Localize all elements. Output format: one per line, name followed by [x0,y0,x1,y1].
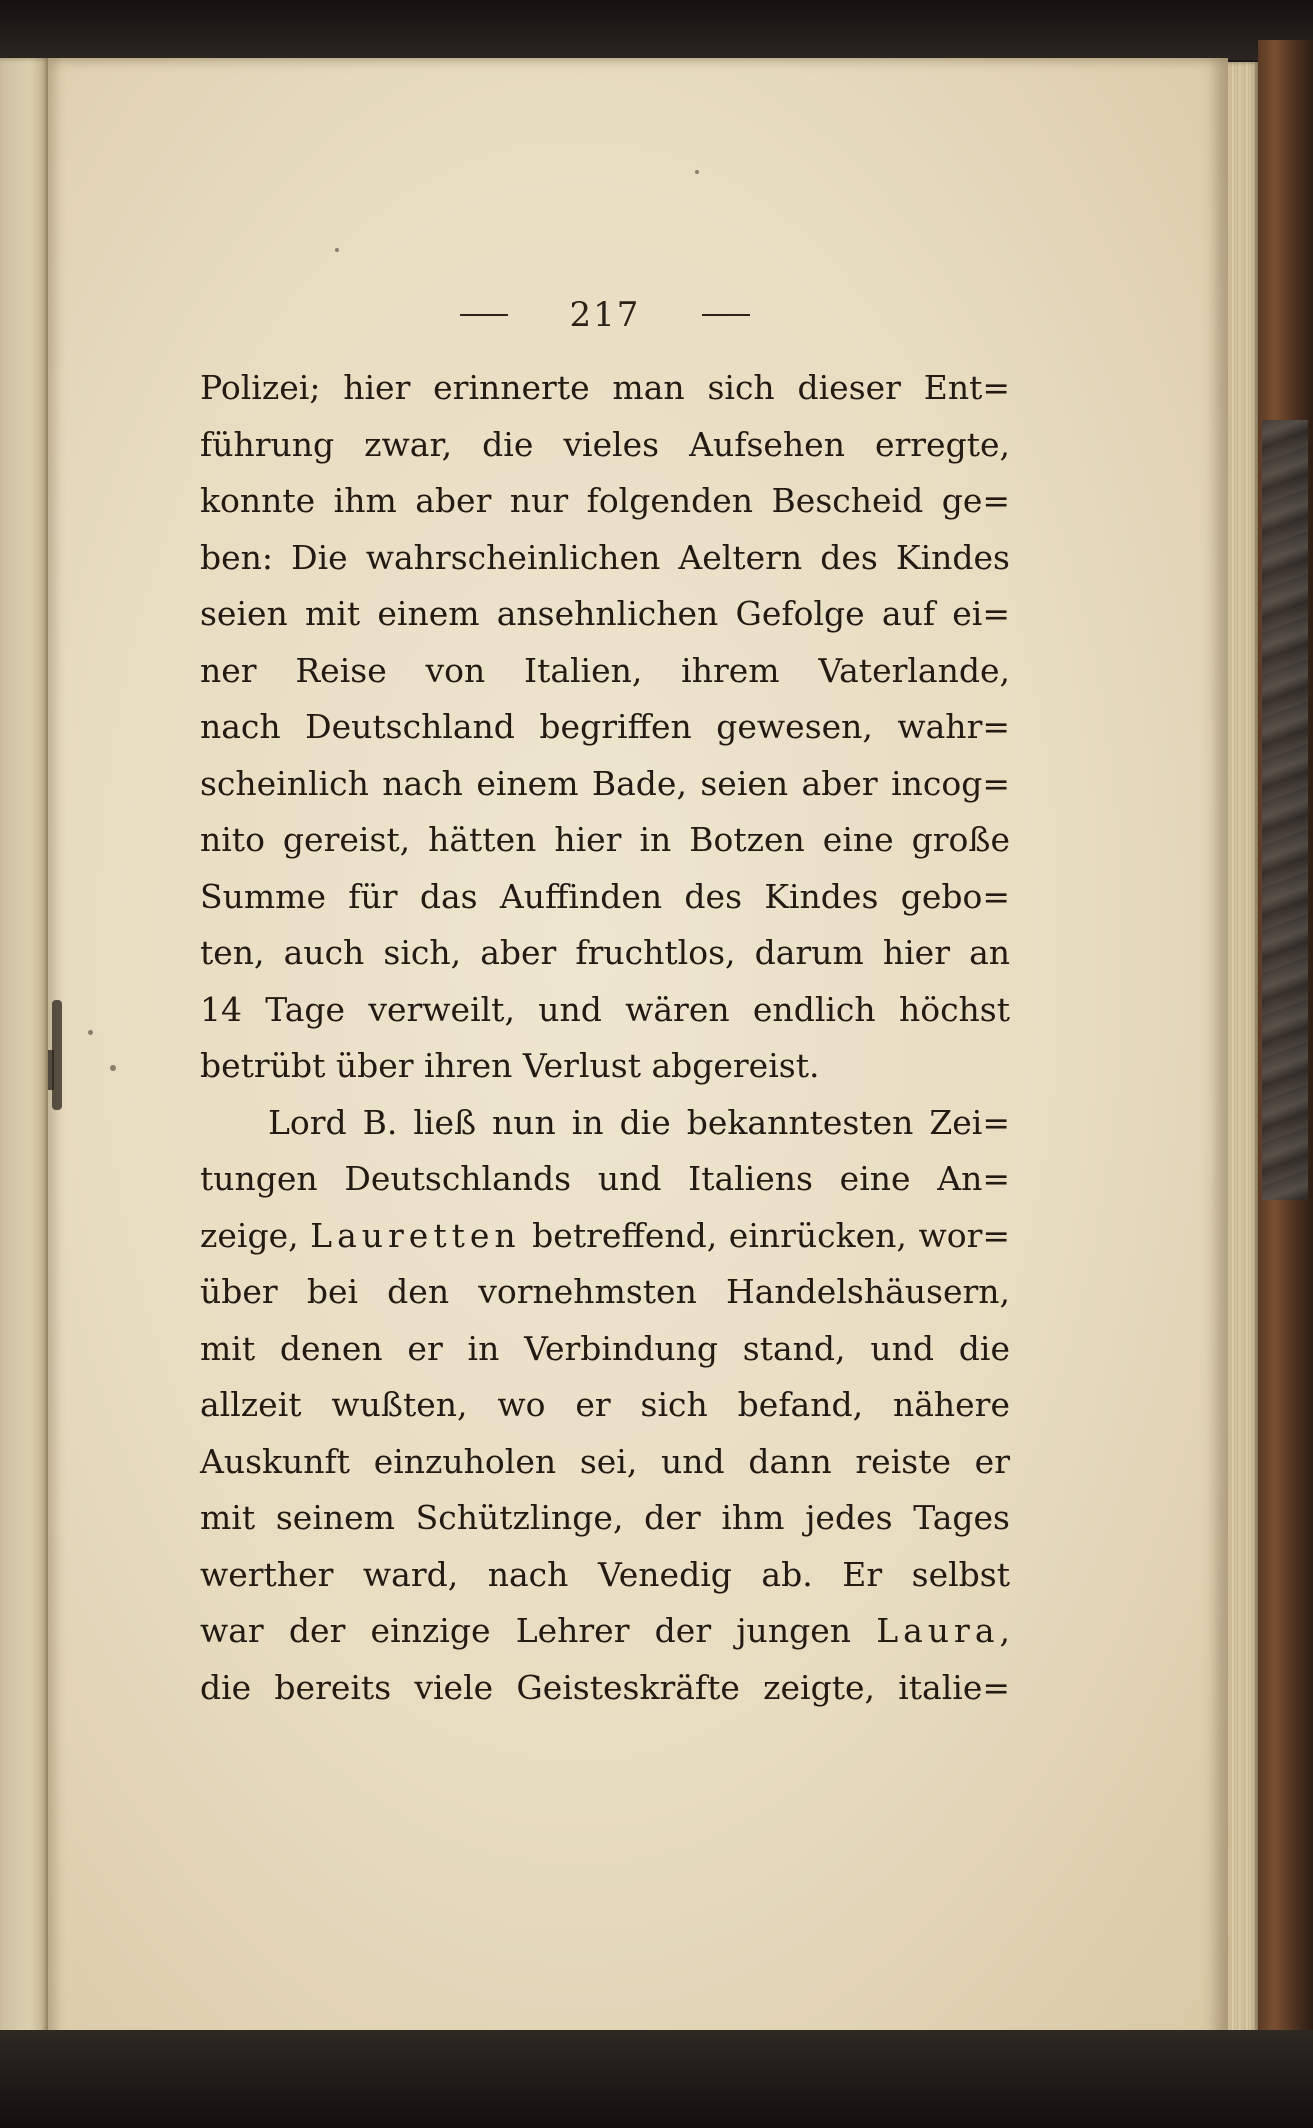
text-line: ten, auch sich, aber fruchtlos, darum hier an [200,933,1010,972]
page-stack-edges [1228,62,1258,2040]
text-fragment: war der einzige Lehrer der jungen [200,1611,877,1650]
spaced-name-laura: Laura [876,1611,1000,1650]
text-line: ben: Die wahrscheinlichen Aeltern des Kindes [200,537,1010,577]
text-line: scheinlich nach einem Bade, seien aber incog= [200,763,1010,803]
text-line: 14 Tage verweilt, und wären endlich höchst [200,989,1010,1029]
text-line-with-spaced-name [200,1208,1010,1265]
previous-page-edge [0,58,50,2043]
text-line: über bei den vornehmsten Handelshäusern, [200,1272,1010,1311]
text-line: tungen Deutschlands und Italiens eine An= [200,1159,1010,1198]
text-fragment: betreffend, einrücken, wor= [520,1215,1010,1255]
text-line: nach Deutschland begriffen gewesen, wahr= [200,707,1010,746]
cover-marbled-paper [1262,420,1308,1200]
paragraph-end-line: betrübt über ihren Verlust abgereist. [200,1046,820,1085]
spaced-name-lauretten: Lauretten [310,1215,521,1255]
paper-speck [695,170,699,174]
paragraph-first-line: Lord B. ließ nun in die bekanntesten Zei= [268,1102,1010,1142]
paper-speck [110,1065,116,1071]
text-line: nito gereist, hätten hier in Botzen eine große [200,820,1010,859]
text-line: allzeit wußten, wo er sich befand, nähere [200,1385,1010,1424]
page-header [460,290,750,340]
text-fragment: , [999,1611,1010,1650]
text-line: Auskunft einzuholen sei, und dann reiste er [200,1441,1010,1481]
text-line-with-spaced-name [200,1603,1010,1660]
page-number: 217 [569,295,641,335]
text-line: mit seinem Schützlinge, der ihm jedes Tages [200,1498,1010,1537]
text-line: konnte ihm aber nur folgenden Bescheid ge= [200,481,1010,520]
header-dash-left [460,314,508,316]
scan-background-top [0,0,1313,60]
text-line: seien mit einem ansehnlichen Gefolge auf ei= [200,594,1010,633]
paper-speck [335,248,339,252]
ink-stain [48,1050,54,1090]
text-line: Summe für das Auffinden des Kindes gebo= [200,876,1010,916]
body-text [200,360,1010,1716]
text-line: führung zwar, die vieles Aufsehen erregte, [200,424,1010,464]
scan-background-bottom [0,2030,1313,2128]
text-line: mit denen er in Verbindung stand, und die [200,1328,1010,1368]
header-dash-right [702,314,750,316]
text-line: Polizei; hier erinnerte man sich dieser Ent= [200,368,1010,407]
paper-speck [88,1030,93,1035]
text-line: ner Reise von Italien, ihrem Vaterlande, [200,650,1010,690]
text-fragment: zeige, [200,1215,311,1255]
text-line: werther ward, nach Venedig ab. Er selbst [200,1554,1010,1594]
text-line: die bereits viele Geisteskräfte zeigte, italie= [200,1667,1010,1707]
